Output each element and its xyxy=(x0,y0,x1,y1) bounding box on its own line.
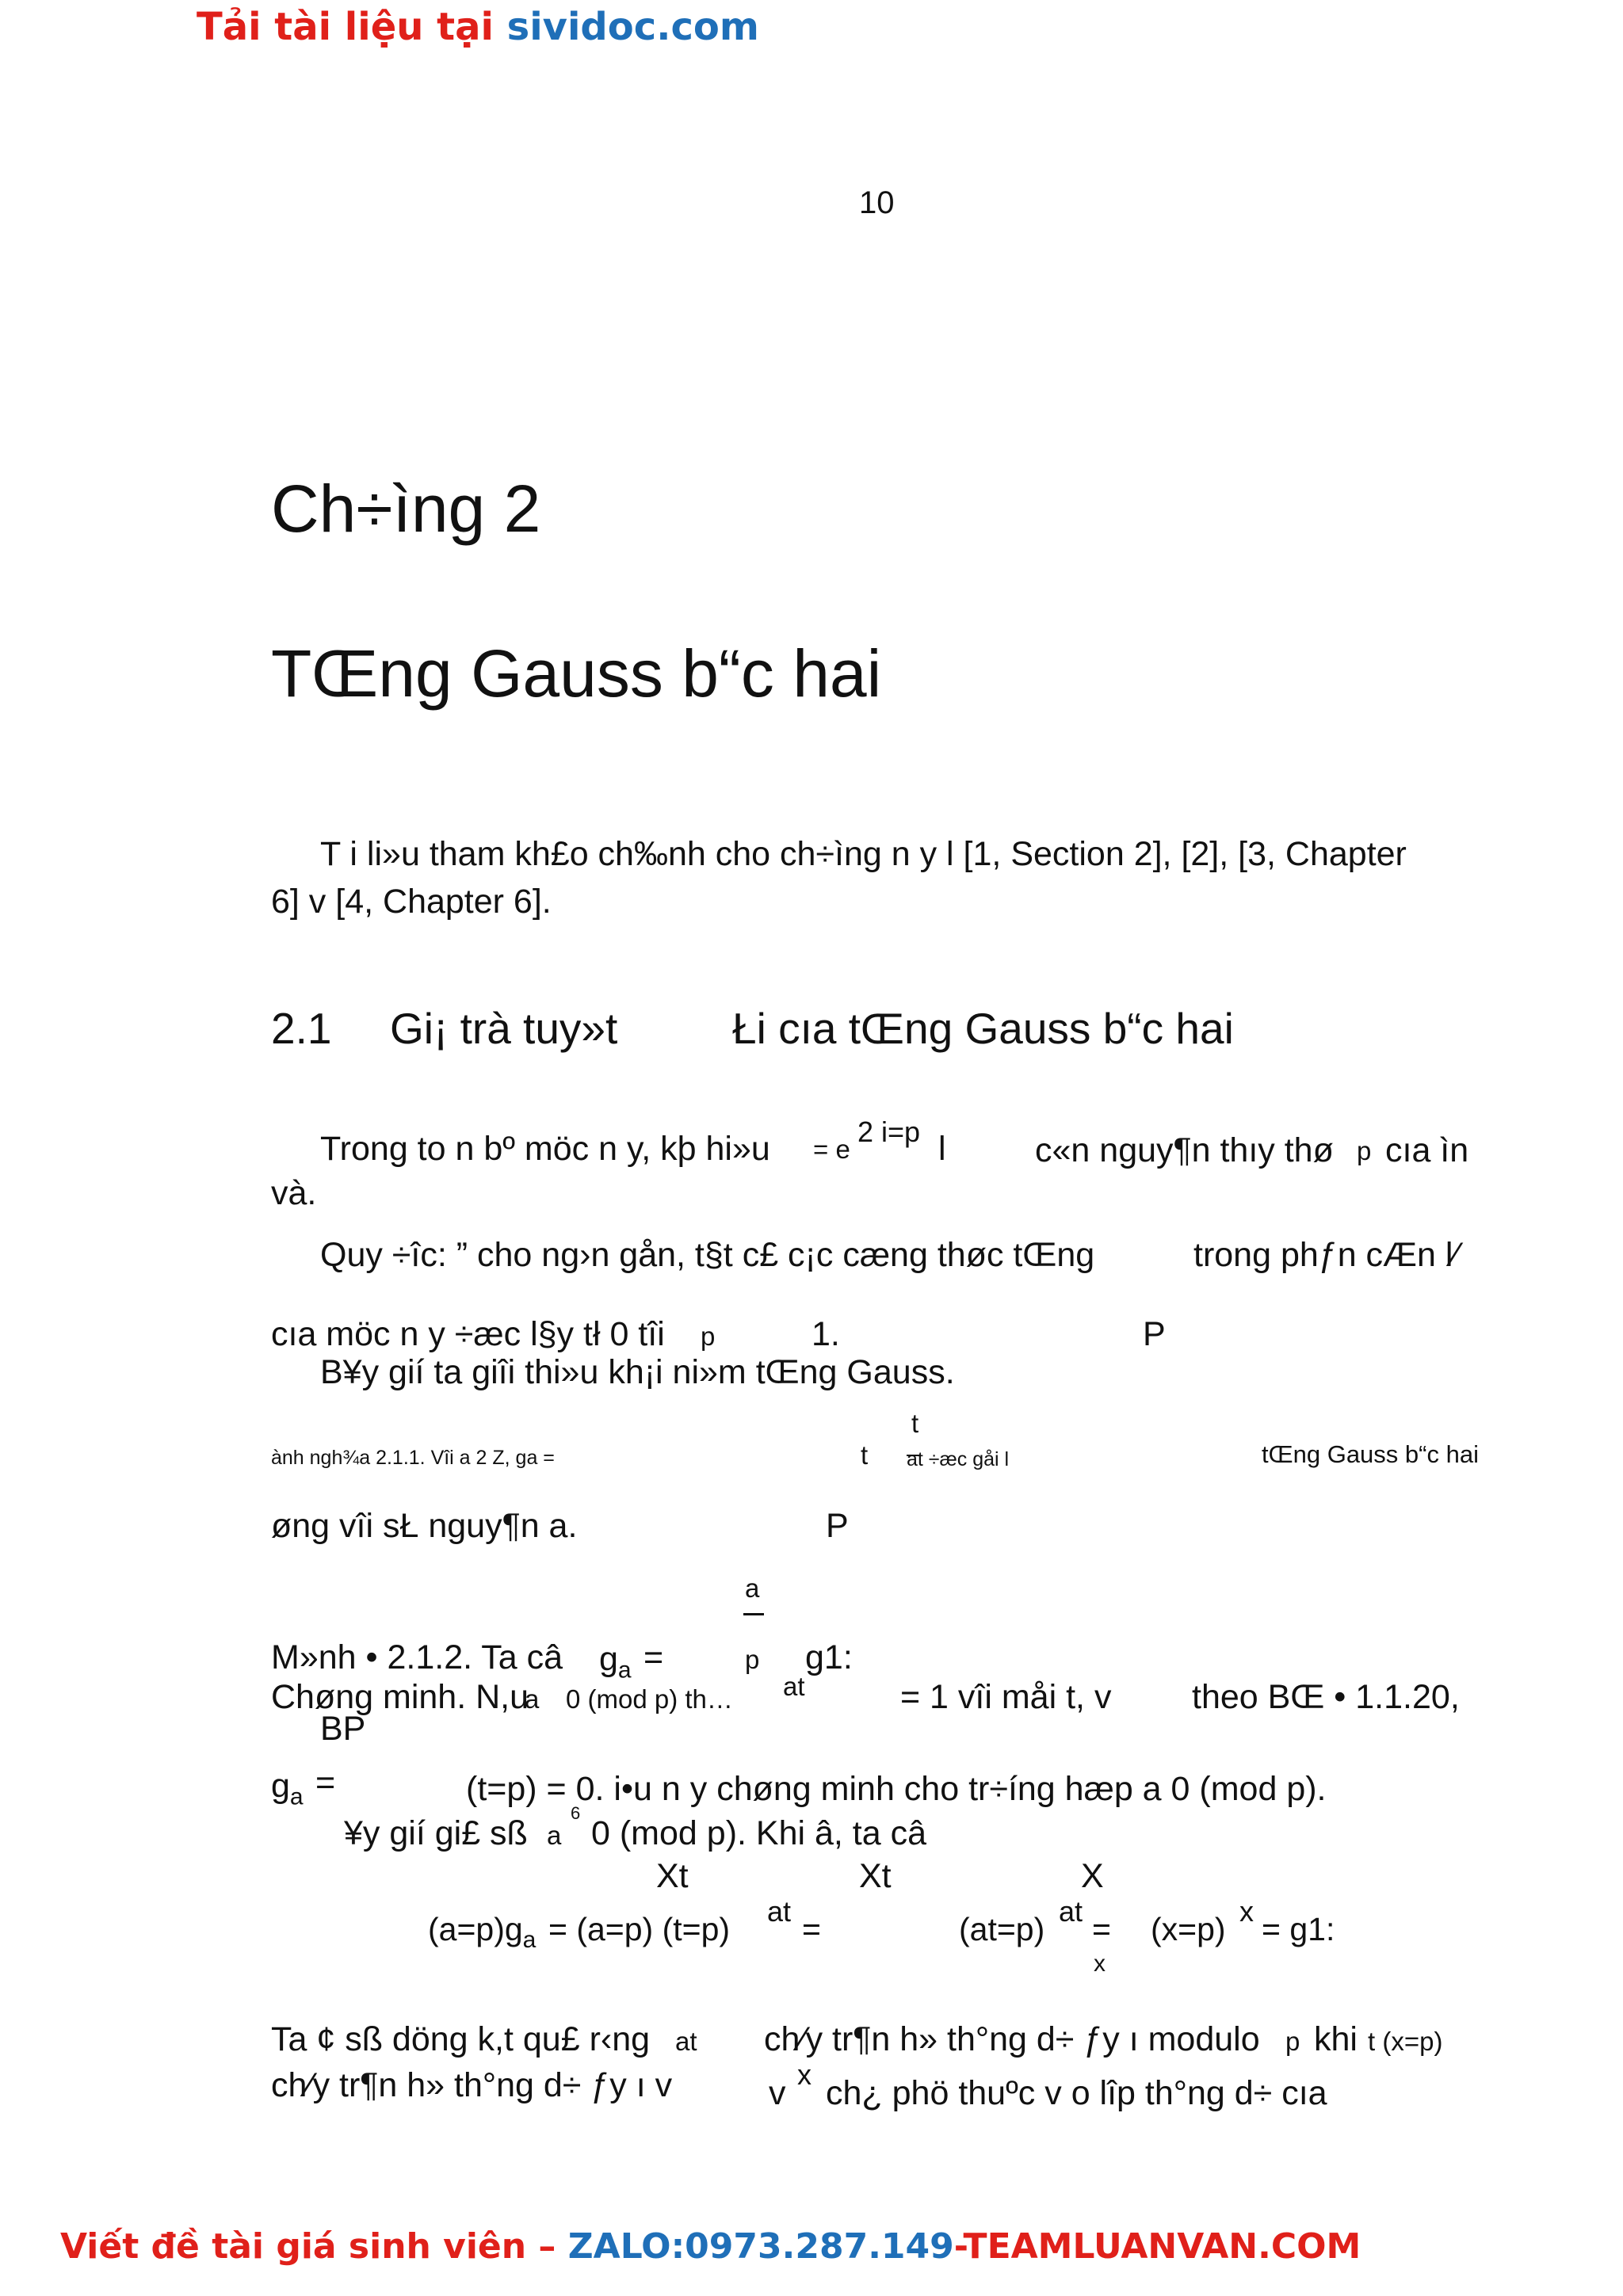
quyuoc-b: trong phƒn cÆn l⁄ xyxy=(1193,1236,1459,1274)
defn-a: ành ngh¾a 2.1.1. Vîi a 2 Z, ga = xyxy=(271,1447,555,1469)
chapter-label: Ch÷ìng 2 xyxy=(271,471,541,546)
para1-g: và. xyxy=(271,1174,317,1212)
footer-site[interactable]: -TEAMLUANVAN.COM xyxy=(953,2226,1361,2267)
bay-gio-line: B¥y gií ta giîi thi»u kh¡i ni»m tŒng Gauss. xyxy=(320,1353,955,1391)
quyuoc-c: cıa möc n y ÷æc l§y tł 0 tîi xyxy=(271,1315,665,1353)
proof-e: theo BŒ • 1.1.20, xyxy=(1192,1678,1460,1716)
defn-e: P xyxy=(826,1507,849,1545)
para1-e: p xyxy=(1357,1136,1372,1165)
eq-sup3: x xyxy=(1239,1895,1254,1928)
header-link[interactable]: sividoc.com xyxy=(506,5,759,49)
menh-de-b xyxy=(599,1640,632,1684)
section-number: 2.1 xyxy=(271,1004,332,1053)
eq-sup2: at xyxy=(1059,1895,1083,1928)
eq-g: = g1: xyxy=(1262,1911,1335,1947)
defn-bar xyxy=(907,1455,921,1456)
footer-zalo[interactable]: ZALO:0973.287.149 xyxy=(567,2226,954,2267)
ga-sub: a xyxy=(289,1783,304,1810)
eq-xt1: Xt xyxy=(656,1857,689,1895)
menh-de-a: M»nh • 2.1.2. Ta câ xyxy=(271,1638,563,1676)
eq-sup1: at xyxy=(767,1895,792,1928)
intro-line-2: 6] v [4, Chapter 6]. xyxy=(271,883,552,921)
proof-c: 0 (mod p) th… xyxy=(566,1684,733,1714)
bay-gio2-c: 0 (mod p). Khi â, ta câ xyxy=(591,1814,927,1852)
footer-banner xyxy=(60,2226,1361,2267)
proof-b: a xyxy=(525,1684,540,1714)
eq-a-sub: a xyxy=(522,1927,537,1954)
proof-a: Chøng minh. N,u xyxy=(271,1678,529,1716)
last-b: at xyxy=(675,2027,697,2056)
last-sup: x xyxy=(797,2058,812,2091)
intro-line-1: T i li»u tham kh£o ch‰nh cho ch÷ìng n y l [1, Section 2], [2], [3, Chapter xyxy=(320,835,1407,873)
menh-de-d: g1: xyxy=(805,1638,853,1676)
defn-b: at ÷æc gåi l xyxy=(907,1448,1010,1470)
defn-c: tŒng Gauss b“c hai xyxy=(1262,1440,1479,1468)
para1-a: Trong to n bº möc n y, kþ hi»u xyxy=(320,1130,770,1168)
page-number: 10 xyxy=(859,185,895,220)
para1-d: c«n nguy¶n thıy thø xyxy=(1035,1131,1334,1169)
para1-b: = e xyxy=(813,1135,850,1164)
menh-de-c: = xyxy=(643,1638,664,1676)
eq-d: (at=p) xyxy=(959,1911,1045,1947)
eq-xt2: Xt xyxy=(859,1857,892,1895)
proof-sup: at xyxy=(783,1672,805,1701)
last-h: v xyxy=(769,2074,786,2112)
last-a: Ta ¢ sß döng k,t qu£ r‹ng xyxy=(271,2020,651,2058)
last-d: p xyxy=(1285,2027,1300,2056)
bay-gio2-b: a xyxy=(547,1821,562,1850)
proof-d: = 1 vîi måi t, v xyxy=(900,1678,1112,1716)
bay-gio2-a: ¥y gií gi£ sß xyxy=(344,1814,528,1852)
last-f: t (x=p) xyxy=(1368,2027,1443,2056)
header-banner xyxy=(197,5,759,49)
last-i: ch¿ phö thuºc v o lîp th°ng d÷ cıa xyxy=(826,2074,1327,2112)
para1-c: l xyxy=(938,1130,946,1168)
ga-g: g xyxy=(271,1767,290,1805)
section-title-a: Gi¡ trà tuy»t xyxy=(390,1004,618,1053)
eq-a-text: (a=p)g xyxy=(428,1911,523,1947)
menh-de-g: g xyxy=(599,1640,618,1678)
ga-line-b: = xyxy=(315,1764,336,1802)
ga-six: 6 xyxy=(571,1803,581,1823)
menh-de-sub: a xyxy=(617,1657,632,1684)
quyuoc-f: P xyxy=(1143,1315,1166,1353)
header-text: Tải tài liệu tại xyxy=(197,5,494,49)
last-g: ch⁄y tr¶n h» th°ng d÷ ƒy ı v xyxy=(271,2066,673,2104)
eq-x-sub: x xyxy=(1094,1951,1106,1977)
frac-den: p xyxy=(745,1645,760,1674)
eq-a xyxy=(428,1911,536,1954)
quyuoc-e: 1. xyxy=(812,1315,840,1353)
quyuoc-d: p xyxy=(701,1322,716,1351)
para1-f: cıa ìn xyxy=(1385,1131,1469,1169)
proof-f: BP xyxy=(320,1710,366,1748)
defn-t-left: t xyxy=(861,1440,869,1470)
eq-b: = (a=p) (t=p) xyxy=(548,1911,731,1947)
defn-t-top: t xyxy=(911,1409,919,1438)
section-title-b: Łi cıa tŒng Gauss b“c hai xyxy=(732,1004,1234,1053)
para1-sup: 2 i=p xyxy=(857,1116,921,1148)
last-c: ch⁄y tr¶n h» th°ng d÷ ƒy ı modulo xyxy=(764,2020,1260,2058)
chapter-title: TŒng Gauss b“c hai xyxy=(271,636,882,711)
eq-e: = xyxy=(1092,1911,1111,1947)
last-e: khi xyxy=(1314,2020,1358,2058)
frac-bar xyxy=(743,1613,764,1615)
quyuoc-a: Quy ÷îc: ” cho ng›n gån, t§t c£ c¡c cæng thøc tŒng xyxy=(320,1236,1095,1274)
defn-d: øng vîi sŁ nguy¶n a. xyxy=(271,1507,578,1545)
ga-line-a xyxy=(271,1767,304,1811)
ga-line-c: (t=p) = 0. i•u n y chøng minh cho tr÷íng hæp a 0 (mod p). xyxy=(466,1770,1327,1808)
footer-text: Viết đề tài giá sinh viên – xyxy=(60,2226,556,2267)
eq-c: = xyxy=(802,1911,821,1947)
eq-f: (x=p) xyxy=(1151,1911,1226,1947)
frac-num: a xyxy=(745,1573,760,1603)
eq-x3: X xyxy=(1081,1857,1104,1895)
